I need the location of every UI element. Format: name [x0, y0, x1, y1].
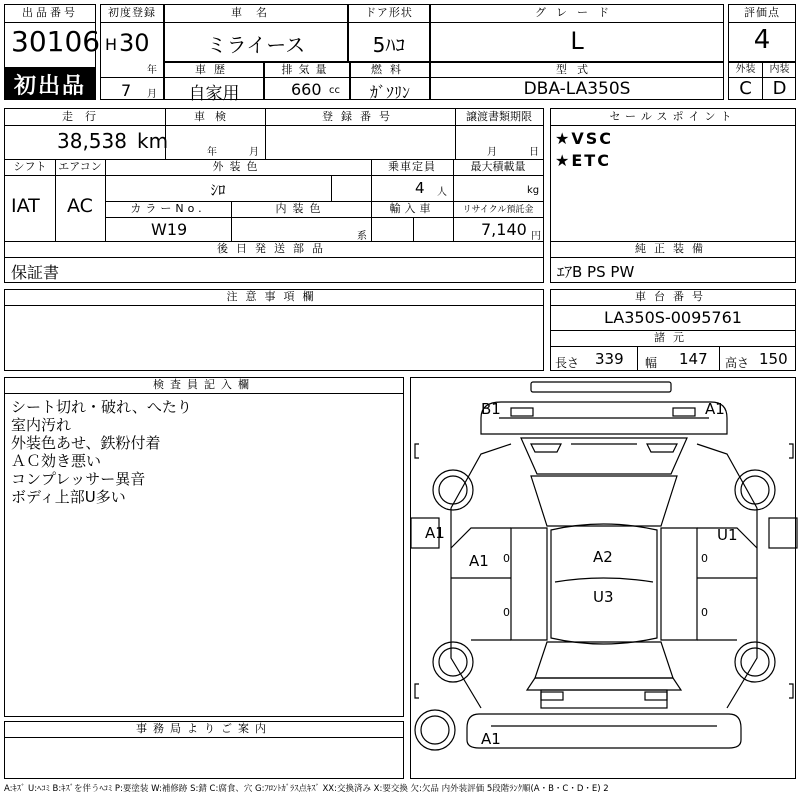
- fuel: ｶﾞｿﾘﾝ: [369, 83, 410, 102]
- inspector-line-5: コンプレッサー異音: [11, 470, 146, 488]
- mileage: 38,538: [57, 129, 127, 153]
- air-conditioner: AC: [67, 195, 93, 217]
- history: 自家用: [188, 84, 240, 104]
- svg-text:0: 0: [503, 606, 510, 619]
- damage-mark-front-left: B1: [481, 400, 501, 418]
- height: 150: [759, 350, 788, 368]
- grade: L: [570, 27, 584, 55]
- car-name: ミライース: [206, 33, 306, 57]
- ext-int-cell: 外装 内装 C D: [728, 62, 796, 100]
- damage-mark-left-fender: A1: [425, 524, 445, 542]
- reg-year: 30: [119, 29, 150, 57]
- first-reg-header: 初度登録: [108, 6, 156, 19]
- shift: IAT: [11, 195, 40, 217]
- vehicle-info-block: 走行 車検 登録番号 譲渡書類期限 38,538 km 年 月 月 日 シフト エアコン 外装色 乗車定員 最大積載量 IAT AC ｼﾛ 4 人 kg カラーNo. 内装色 輸入車 リサイクル預託金 W19 系 7,140 円: [4, 108, 544, 242]
- history-cell: 車歴 自家用: [164, 62, 264, 100]
- width: 147: [679, 350, 708, 368]
- office-notice-cell: 事務局よりご案内: [4, 721, 404, 779]
- car-name-cell: 車名 ミライース: [164, 4, 348, 62]
- sales-point-2: ★ETC: [555, 151, 611, 170]
- inspector-line-2: 室内汚れ: [11, 416, 72, 434]
- sales-point-1: ★VSC: [555, 129, 613, 148]
- car-diagram: [410, 377, 796, 779]
- damage-mark-roof-lower: U3: [593, 588, 614, 606]
- inspector-notes-cell: 検査員記入欄 シート切れ・破れ、へたり 室内汚れ 外装色あせ、鉄粉付着 ＡＣ効き悪い コンプレッサー異音 ボディ上部U多い: [4, 377, 404, 717]
- era: H: [105, 35, 118, 54]
- model-cell: 型式 DBA-LA350S: [430, 62, 724, 100]
- chassis-number: LA350S-0095761: [604, 308, 742, 327]
- sales-points-cell: セールスポイント ★VSC ★ETC: [550, 108, 796, 242]
- later-parts: 保証書: [11, 263, 60, 282]
- model: DBA-LA350S: [523, 79, 631, 99]
- door-cell: ドア形状 5ﾊｺ: [348, 4, 430, 62]
- recycle-deposit: 7,140: [481, 220, 527, 239]
- fuel-cell: 燃料 ｶﾞｿﾘﾝ: [350, 62, 430, 100]
- score: 4: [753, 25, 771, 55]
- damage-mark-roof: A2: [593, 548, 613, 566]
- first-listing-badge: 初出品: [5, 67, 95, 99]
- grade-cell: グレード L: [430, 4, 724, 62]
- svg-text:0: 0: [701, 606, 708, 619]
- door-type: 5ﾊｺ: [372, 33, 406, 57]
- svg-text:0: 0: [701, 552, 708, 565]
- damage-mark-rear-left: A1: [481, 730, 501, 748]
- lot-number-header: 出品番号: [22, 6, 78, 19]
- damage-mark-left-door: A1: [469, 552, 489, 570]
- later-parts-cell: 後日発送部品 保証書: [4, 241, 544, 283]
- car-outline: [411, 378, 797, 780]
- equipment: ｴｱB PS PW: [557, 263, 635, 281]
- displacement-cell: 排気量 660 cc: [264, 62, 350, 100]
- inspector-line-4: ＡＣ効き悪い: [11, 452, 102, 470]
- capacity: 4: [415, 179, 425, 197]
- color-number: W19: [151, 220, 188, 239]
- reg-month: 7: [121, 81, 132, 100]
- exterior-color: ｼﾛ: [210, 181, 226, 199]
- inspector-line-1: シート切れ・破れ、へたり: [11, 398, 192, 416]
- lot-number-cell: [4, 4, 101, 100]
- inspector-line-3: 外装色あせ、鉄粉付着: [11, 434, 161, 452]
- interior-grade: D: [772, 78, 787, 99]
- svg-text:0: 0: [503, 552, 510, 565]
- first-registration-cell: 初度登録 H 30 年 7 月: [100, 4, 164, 100]
- inspector-line-6: ボディ上部U多い: [11, 488, 126, 506]
- displacement: 660: [291, 80, 322, 99]
- damage-mark-front-right: A1: [705, 400, 725, 418]
- caution-cell: 注意事項欄: [4, 289, 544, 371]
- equipment-cell: 純正装備 ｴｱB PS PW: [550, 241, 796, 283]
- lot-number: 30106: [11, 25, 101, 58]
- exterior-grade: C: [739, 78, 752, 99]
- legend: A:ｷｽﾞ U:ﾍｺﾐ B:ｷｽﾞを伴うﾍｺﾐ P:要塗装 W:補修跡 S:錆 C:腐食、穴 G:ﾌﾛﾝﾄｶﾞﾗｽ点ｷｽﾞ XX:交換済み X:要交換 欠:欠品 内外装評価 5段階ﾗﾝｸ順(A・B・C・D・E) 2: [4, 784, 609, 794]
- chassis-cell: 車台番号 LA350S-0095761 諸元 長さ 339 幅 147 高さ 150: [550, 289, 796, 371]
- damage-mark-right-door: U1: [717, 526, 738, 544]
- length: 339: [595, 350, 624, 368]
- score-cell: 評価点 4: [728, 4, 796, 62]
